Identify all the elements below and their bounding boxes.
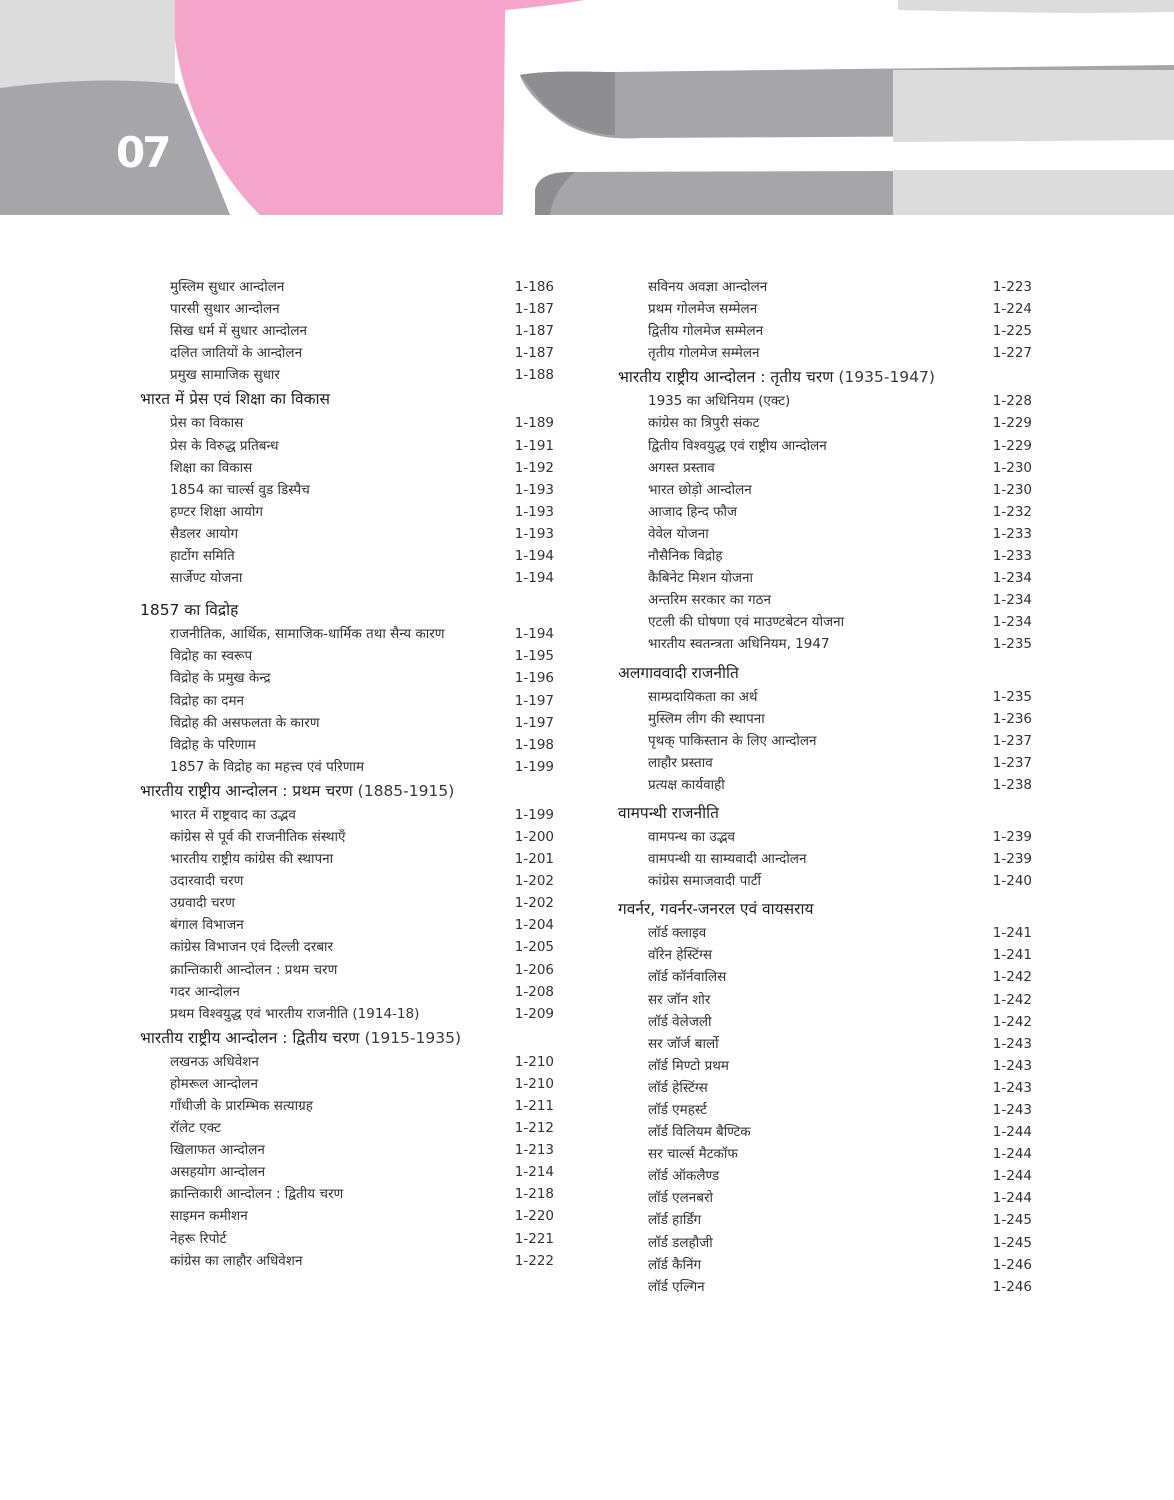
toc-entry-label: मुस्लिम लीग की स्थापना: [648, 710, 765, 727]
toc-entry-page: 1-197: [514, 714, 554, 731]
section-heading: [618, 660, 1032, 686]
toc-entry[interactable]: [140, 826, 554, 848]
toc-entry-label: लॉर्ड ऑकलैण्ड: [648, 1168, 720, 1185]
toc-section: [140, 386, 554, 589]
toc-entry-label: पारसी सुधार आन्दोलन: [170, 301, 280, 318]
toc-entry-label: सर चार्ल्स मैटकॉफ: [648, 1146, 738, 1163]
toc-entry-page: 1-210: [514, 1075, 554, 1092]
toc-entry[interactable]: [618, 922, 1032, 944]
section-heading: [618, 364, 1032, 390]
toc-entry-page: 1-244: [992, 1146, 1032, 1163]
toc-entry-label: कांग्रेस विभाजन एवं दिल्ली दरबार: [170, 939, 334, 956]
toc-entry-label: नौसैनिक विद्रोह: [648, 548, 723, 565]
toc-entry[interactable]: [618, 966, 1032, 988]
toc-entry-label: लॉर्ड क्लाइव: [648, 925, 707, 942]
toc-entry-page: 1-198: [514, 736, 554, 753]
toc-entry-page: 1-222: [514, 1252, 554, 1269]
toc-entry[interactable]: [618, 1143, 1032, 1165]
toc-entry[interactable]: [140, 959, 554, 981]
toc-entry-page: 1-239: [992, 851, 1032, 868]
toc-entry-label: लॉर्ड कॉर्नवालिस: [648, 969, 727, 986]
toc-entry[interactable]: [618, 686, 1032, 708]
toc-entry-label: कांग्रेस का त्रिपुरी संकट: [648, 415, 760, 432]
toc-entry[interactable]: [618, 1187, 1032, 1209]
toc-entry-page: 1-209: [514, 1005, 554, 1022]
toc-entry[interactable]: [618, 479, 1032, 501]
toc-entry-label: प्रमुख सामाजिक सुधार: [170, 367, 280, 384]
toc-entry-label: कांग्रेस समाजवादी पार्टी: [648, 873, 762, 890]
toc-entry[interactable]: [140, 804, 554, 826]
toc-entry-page: 1-202: [514, 895, 554, 912]
toc-entry[interactable]: [140, 1183, 554, 1205]
toc-entry-page: 1-237: [992, 732, 1032, 749]
toc-entry[interactable]: [140, 435, 554, 457]
toc-entry[interactable]: [618, 774, 1032, 796]
toc-entry-page: 1-208: [514, 983, 554, 1000]
toc-entry-label: प्रथम विश्वयुद्ध एवं भारतीय राजनीति (1914-18): [170, 1005, 420, 1022]
toc-entry-page: 1-225: [992, 323, 1032, 340]
toc-entry-page: 1-241: [992, 947, 1032, 964]
toc-right-column: [618, 276, 1032, 1298]
toc-entry[interactable]: [140, 276, 554, 298]
section-year-range: (1885-1915): [357, 781, 455, 800]
toc-entry-page: 1-187: [514, 345, 554, 362]
toc-entry-label: राजनीतिक, आर्थिक, सामाजिक-धार्मिक तथा सैन्य कारण: [170, 626, 445, 643]
toc-entry-label: विद्रोह का दमन: [170, 692, 245, 709]
toc-entry-page: 1-206: [514, 961, 554, 978]
toc-entry[interactable]: [140, 545, 554, 567]
toc-entry-label: लॉर्ड विलियम बैण्टिक: [648, 1124, 751, 1141]
toc-entry-page: 1-195: [514, 648, 554, 665]
toc-entry-label: साम्प्रदायिकता का अर्थ: [648, 688, 758, 705]
toc-entry-page: 1-230: [992, 459, 1032, 476]
toc-entry-page: 1-230: [992, 481, 1032, 498]
toc-entry-page: 1-202: [514, 873, 554, 890]
chapter-number: 07: [116, 128, 169, 177]
toc-entry-label: साइमन कमीशन: [170, 1208, 248, 1225]
toc-entry[interactable]: [140, 892, 554, 914]
toc-entry[interactable]: [140, 914, 554, 936]
toc-entry-label: 1935 का अधिनियम (एक्ट): [648, 393, 791, 410]
toc-entry-label: प्रत्यक्ष कार्यवाही: [648, 776, 725, 793]
toc-entry[interactable]: [140, 567, 554, 589]
toc-entry-page: 1-238: [992, 776, 1032, 793]
toc-entry-page: 1-204: [514, 917, 554, 934]
toc-entry-label: लॉर्ड कैनिंग: [648, 1256, 702, 1273]
toc-entry-label: लॉर्ड डलहौजी: [648, 1234, 713, 1251]
toc-entry[interactable]: [140, 645, 554, 667]
toc-entry-label: सिख धर्म में सुधार आन्दोलन: [170, 323, 308, 340]
toc-entry[interactable]: [618, 545, 1032, 567]
toc-entry[interactable]: [618, 435, 1032, 457]
toc-entry-label: अगस्त प्रस्ताव: [648, 459, 715, 476]
toc-entry[interactable]: [618, 1276, 1032, 1298]
toc-entry-label: आजाद हिन्द फौज: [648, 503, 737, 520]
toc-entry[interactable]: [140, 1051, 554, 1073]
toc-entry-label: भारतीय राष्ट्रीय कांग्रेस की स्थापना: [170, 851, 334, 868]
toc-entry[interactable]: [618, 848, 1032, 870]
toc-entry-page: 1-235: [992, 688, 1032, 705]
toc-entry-label: वेवेल योजना: [648, 525, 709, 542]
toc-entry-page: 1-237: [992, 754, 1032, 771]
toc-entry-page: 1-229: [992, 415, 1032, 432]
toc-section: [618, 364, 1032, 655]
toc-entry-page: 1-186: [514, 279, 554, 295]
toc-entry-label: द्वितीय गोलमेज सम्मेलन: [648, 323, 764, 340]
toc-entry-label: विद्रोह का स्वरूप: [170, 648, 253, 665]
toc-entry-label: वामपन्थ का उद्भव: [648, 828, 735, 845]
toc-entry[interactable]: [618, 1011, 1032, 1033]
toc-entry-label: कैबिनेट मिशन योजना: [648, 570, 754, 587]
section-heading-text: भारतीय राष्ट्रीय आन्दोलन : प्रथम चरण: [140, 781, 353, 800]
toc-entry[interactable]: [618, 1232, 1032, 1254]
toc-entry[interactable]: [618, 1165, 1032, 1187]
toc-entry-label: लॉर्ड एल्गिन: [648, 1278, 705, 1295]
toc-entry-page: 1-243: [992, 1079, 1032, 1096]
toc-entry-label: वामपन्थी या साम्यवादी आन्दोलन: [648, 851, 807, 868]
toc-entry-page: 1-187: [514, 323, 554, 340]
chapter-banner: [0, 0, 1174, 215]
toc-entry-label: 1857 के विद्रोह का महत्त्व एवं परिणाम: [170, 758, 365, 775]
toc-entry[interactable]: [140, 1228, 554, 1250]
toc-entry-label: सैडलर आयोग: [170, 525, 239, 542]
toc-entry[interactable]: [140, 1003, 554, 1025]
toc-entry-page: 1-242: [992, 991, 1032, 1008]
toc-entry-label: विद्रोह के परिणाम: [170, 736, 256, 753]
toc-entry[interactable]: [140, 298, 554, 320]
toc-section: [618, 660, 1032, 796]
toc-entry-page: 1-218: [514, 1186, 554, 1203]
toc-entry-label: नेहरू रिपोर्ट: [170, 1230, 227, 1247]
toc-entry[interactable]: [618, 320, 1032, 342]
toc-section: [140, 276, 554, 386]
toc-entry-page: 1-232: [992, 503, 1032, 520]
toc-entry-label: सार्जेण्ट योजना: [170, 570, 243, 587]
toc-entry-label: बंगाल विभाजन: [170, 917, 244, 934]
toc-left-column: [140, 276, 554, 1272]
toc-entry-page: 1-236: [992, 710, 1032, 727]
toc-entry-label: लॉर्ड एलनबरो: [648, 1190, 714, 1207]
toc-entry[interactable]: [140, 936, 554, 958]
toc-entry[interactable]: [618, 870, 1032, 892]
toc-entry-page: 1-246: [992, 1256, 1032, 1273]
toc-entry-page: 1-242: [992, 1013, 1032, 1030]
toc-entry[interactable]: [140, 981, 554, 1003]
toc-entry-label: भारतीय स्वतन्त्रता अधिनियम, 1947: [648, 636, 830, 653]
toc-entry-page: 1-205: [514, 939, 554, 956]
toc-entry-page: 1-220: [514, 1208, 554, 1225]
toc-entry-label: कांग्रेस का लाहौर अधिवेशन: [170, 1252, 303, 1269]
section-heading-text: वामपन्थी राजनीति: [618, 803, 720, 822]
toc-entry[interactable]: [140, 342, 554, 364]
toc-entry[interactable]: [140, 870, 554, 892]
section-heading: [140, 386, 554, 412]
toc-section: [618, 800, 1032, 892]
toc-entry-label: तृतीय गोलमेज सम्मेलन: [648, 345, 760, 362]
toc-entry-page: 1-194: [514, 548, 554, 565]
toc-entry[interactable]: [140, 501, 554, 523]
toc-entry-label: लॉर्ड हार्डिंग: [648, 1212, 702, 1229]
toc-entry[interactable]: [140, 623, 554, 645]
toc-entry[interactable]: [618, 826, 1032, 848]
toc-entry[interactable]: [618, 944, 1032, 966]
toc-entry-label: क्रान्तिकारी आन्दोलन : द्वितीय चरण: [170, 1186, 344, 1203]
toc-entry[interactable]: [140, 734, 554, 756]
section-heading-text: भारतीय राष्ट्रीय आन्दोलन : द्वितीय चरण: [140, 1028, 360, 1047]
toc-entry-page: 1-234: [992, 592, 1032, 609]
toc-entry-label: होमरूल आन्दोलन: [170, 1075, 258, 1092]
toc-entry-page: 1-193: [514, 525, 554, 542]
toc-entry-label: लखनऊ अधिवेशन: [170, 1053, 259, 1070]
toc-section: [618, 276, 1032, 364]
toc-entry-page: 1-199: [514, 758, 554, 775]
section-heading: [618, 896, 1032, 922]
toc-entry[interactable]: [140, 756, 554, 778]
toc-section: [140, 597, 554, 778]
toc-entry[interactable]: [140, 1073, 554, 1095]
toc-entry[interactable]: [140, 1250, 554, 1272]
toc-entry-page: 1-193: [514, 481, 554, 498]
toc-entry[interactable]: [140, 412, 554, 434]
toc-entry[interactable]: [618, 1077, 1032, 1099]
toc-entry[interactable]: [618, 457, 1032, 479]
toc-entry-label: लॉर्ड एमहर्स्ट: [648, 1102, 707, 1118]
toc-entry[interactable]: [618, 567, 1032, 589]
toc-entry-page: 1-191: [514, 437, 554, 454]
toc-entry-label: अन्तरिम सरकार का गठन: [648, 592, 771, 609]
toc-entry-page: 1-211: [514, 1098, 554, 1114]
section-year-range: (1935-1947): [838, 368, 935, 387]
toc-entry-page: 1-187: [514, 301, 554, 318]
toc-entry-label: गदर आन्दोलन: [170, 983, 240, 1000]
toc-entry-page: 1-244: [992, 1124, 1032, 1141]
toc-entry-page: 1-189: [514, 415, 554, 432]
section-year-range: (1915-1935): [364, 1028, 462, 1047]
toc-entry-label: हार्टोग समिति: [170, 548, 235, 565]
section-heading: [140, 778, 554, 804]
section-heading: [140, 597, 554, 623]
toc-entry-page: 1-233: [992, 525, 1032, 542]
toc-entry-page: 1-227: [992, 345, 1032, 362]
toc-entry[interactable]: [618, 1254, 1032, 1276]
toc-entry-label: प्रथम गोलमेज सम्मेलन: [648, 301, 758, 318]
toc-entry[interactable]: [618, 611, 1032, 633]
toc-entry[interactable]: [618, 412, 1032, 434]
toc-entry-page: 1-240: [992, 873, 1032, 890]
toc-entry[interactable]: [618, 1099, 1032, 1121]
toc-section: [140, 1025, 554, 1272]
toc-entry-page: 1-234: [992, 570, 1032, 587]
toc-entry-label: लॉर्ड मिण्टो प्रथम: [648, 1057, 729, 1074]
section-heading: [618, 800, 1032, 826]
toc-entry-page: 1-221: [514, 1230, 554, 1247]
toc-entry[interactable]: [618, 989, 1032, 1011]
toc-entry-label: उदारवादी चरण: [170, 873, 244, 890]
toc-entry[interactable]: [618, 390, 1032, 412]
toc-entry-label: रॉलेट एक्ट: [170, 1120, 221, 1137]
toc-entry-label: हण्टर शिक्षा आयोग: [170, 503, 263, 520]
toc-entry-page: 1-235: [992, 636, 1032, 653]
toc-entry[interactable]: [618, 1033, 1032, 1055]
toc-entry-label: सर जॉर्ज बार्लो: [648, 1035, 719, 1052]
toc-entry[interactable]: [618, 633, 1032, 655]
toc-entry-label: भारत में राष्ट्रवाद का उद्भव: [170, 806, 296, 823]
banner-graphic: [0, 0, 1174, 215]
toc-entry-label: शिक्षा का विकास: [170, 459, 253, 476]
toc-entry-label: उग्रवादी चरण: [170, 895, 235, 912]
section-heading-text: गवर्नर, गवर्नर-जनरल एवं वायसराय: [618, 900, 814, 919]
toc-entry[interactable]: [140, 1095, 554, 1117]
toc-entry-label: लॉर्ड वेलेजली: [648, 1013, 712, 1030]
toc-entry-label: लाहौर प्रस्ताव: [648, 754, 713, 771]
toc-entry-page: 1-201: [514, 851, 554, 868]
toc-entry-page: 1-245: [992, 1234, 1032, 1251]
toc-entry-page: 1-194: [514, 570, 554, 587]
toc-entry-page: 1-244: [992, 1190, 1032, 1207]
toc-entry[interactable]: [618, 276, 1032, 298]
toc-entry-label: लॉर्ड हेस्टिंग्स: [648, 1079, 708, 1096]
toc-entry-page: 1-243: [992, 1057, 1032, 1074]
toc-entry[interactable]: [140, 667, 554, 689]
toc-entry-label: खिलाफत आन्दोलन: [170, 1142, 265, 1159]
toc-entry-label: सविनय अवज्ञा आन्दोलन: [648, 279, 768, 295]
toc-entry-label: कांग्रेस से पूर्व की राजनीतिक संस्थाएँ: [170, 828, 346, 845]
toc-section: [140, 778, 554, 1025]
toc-entry-label: वॉरेन हेस्टिंग्स: [648, 947, 712, 964]
toc-entry[interactable]: [140, 1139, 554, 1161]
toc-entry[interactable]: [140, 479, 554, 501]
toc-entry[interactable]: [618, 708, 1032, 730]
toc-entry-page: 1-214: [514, 1164, 554, 1181]
toc-entry-label: असहयोग आन्दोलन: [170, 1164, 266, 1181]
section-heading-text: भारत में प्रेस एवं शिक्षा का विकास: [140, 390, 331, 409]
toc-entry-page: 1-223: [992, 279, 1032, 295]
toc-entry[interactable]: [140, 1117, 554, 1139]
toc-entry[interactable]: [140, 1161, 554, 1183]
toc-entry-page: 1-241: [992, 925, 1032, 942]
toc-entry[interactable]: [140, 364, 554, 386]
toc-entry[interactable]: [618, 1121, 1032, 1143]
toc-entry-label: 1854 का चार्ल्स वुड डिस्पैच: [170, 481, 310, 498]
section-heading: [140, 1025, 554, 1051]
toc-entry-page: 1-242: [992, 969, 1032, 986]
toc-entry-page: 1-192: [514, 459, 554, 476]
toc-entry-label: मुस्लिम सुधार आन्दोलन: [170, 279, 285, 295]
section-heading-text: अलगाववादी राजनीति: [618, 663, 739, 682]
toc-entry-page: 1-243: [992, 1035, 1032, 1052]
toc-entry[interactable]: [618, 342, 1032, 364]
toc-entry[interactable]: [618, 589, 1032, 611]
toc-entry-label: सर जॉन शोर: [648, 991, 711, 1008]
toc-entry[interactable]: [618, 298, 1032, 320]
toc-entry-label: विद्रोह की असफलता के कारण: [170, 714, 320, 731]
toc-entry-page: 1-194: [514, 626, 554, 643]
toc-entry-label: द्वितीय विश्वयुद्ध एवं राष्ट्रीय आन्दोलन: [648, 437, 827, 454]
toc-entry[interactable]: [140, 690, 554, 712]
toc-entry[interactable]: [140, 712, 554, 734]
toc-entry-label: विद्रोह के प्रमुख केन्द्र: [170, 670, 271, 687]
toc-entry-label: भारत छोड़ो आन्दोलन: [648, 481, 752, 498]
toc-entry-page: 1-193: [514, 503, 554, 520]
section-heading-text: 1857 का विद्रोह: [140, 601, 239, 620]
toc-entry[interactable]: [140, 1205, 554, 1227]
toc-entry-page: 1-239: [992, 828, 1032, 845]
toc-entry-page: 1-243: [992, 1102, 1032, 1118]
toc-entry-page: 1-196: [514, 670, 554, 687]
toc-entry-page: 1-224: [992, 301, 1032, 318]
toc-entry-page: 1-234: [992, 614, 1032, 631]
toc-entry-page: 1-245: [992, 1212, 1032, 1229]
toc-section: [618, 896, 1032, 1298]
toc-entry-page: 1-233: [992, 548, 1032, 565]
toc-entry-label: एटली की घोषणा एवं माउण्टबेटन योजना: [648, 614, 845, 631]
toc-entry[interactable]: [140, 848, 554, 870]
toc-entry-label: प्रेस का विकास: [170, 415, 244, 432]
toc-entry-page: 1-246: [992, 1278, 1032, 1295]
toc-entry-page: 1-188: [514, 367, 554, 384]
toc-entry[interactable]: [618, 752, 1032, 774]
toc-entry-page: 1-228: [992, 393, 1032, 410]
toc-entry-label: गाँधीजी के प्रारम्भिक सत्याग्रह: [170, 1098, 313, 1114]
toc-entry-page: 1-212: [514, 1120, 554, 1137]
toc-entry-page: 1-197: [514, 692, 554, 709]
toc-entry[interactable]: [618, 1055, 1032, 1077]
toc-entry[interactable]: [618, 523, 1032, 545]
toc-entry-label: प्रेस के विरुद्ध प्रतिबन्ध: [170, 437, 279, 454]
section-heading-text: भारतीय राष्ट्रीय आन्दोलन : तृतीय चरण: [618, 368, 834, 387]
toc-entry[interactable]: [140, 457, 554, 479]
toc-entry[interactable]: [140, 523, 554, 545]
toc-entry[interactable]: [140, 320, 554, 342]
toc-entry-page: 1-244: [992, 1168, 1032, 1185]
toc-entry-label: दलित जातियों के आन्दोलन: [170, 345, 303, 362]
toc-entry-page: 1-199: [514, 806, 554, 823]
toc-entry-page: 1-213: [514, 1142, 554, 1159]
toc-entry[interactable]: [618, 501, 1032, 523]
toc-entry[interactable]: [618, 730, 1032, 752]
toc-entry-page: 1-200: [514, 828, 554, 845]
toc-entry[interactable]: [618, 1209, 1032, 1231]
toc-entry-label: पृथक् पाकिस्तान के लिए आन्दोलन: [648, 732, 817, 749]
toc-entry-label: क्रान्तिकारी आन्दोलन : प्रथम चरण: [170, 961, 338, 978]
toc-entry-page: 1-210: [514, 1053, 554, 1070]
toc-entry-page: 1-229: [992, 437, 1032, 454]
